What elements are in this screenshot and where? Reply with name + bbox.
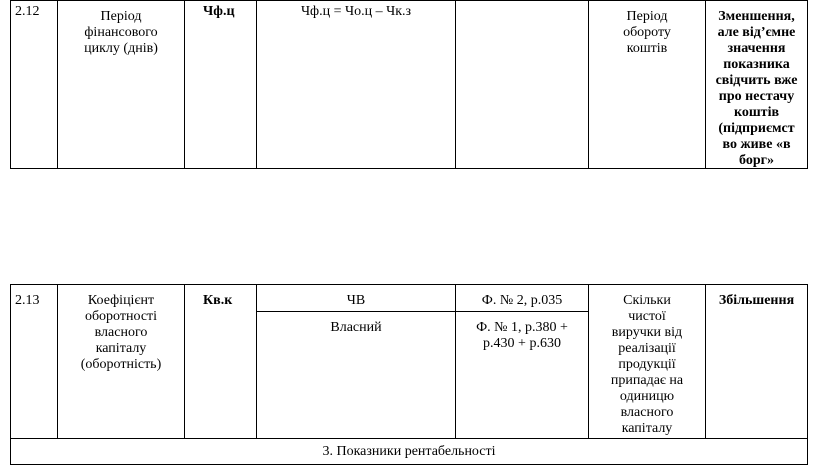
section-header-profitability: 3. Показники рентабельності xyxy=(10,438,808,465)
row-2-13-meaning: Скільки чистої виручки від реалізації продукції припадає на одиницю власного капіталу xyxy=(588,284,706,439)
row-2-13-trend: Збільшення xyxy=(705,284,808,439)
row-2-12-indicator-name: Період фінансового циклу (днів) xyxy=(57,0,185,169)
row-2-13-denominator-label: Власний xyxy=(256,311,456,439)
row-2-13-denominator-source: Ф. № 1, р.380 + р.430 + р.630 xyxy=(455,311,589,439)
row-2-12-meaning: Період обороту коштів xyxy=(588,0,706,169)
row-2-13-symbol: Кв.к xyxy=(184,284,257,439)
row-2-13-numerator-source: Ф. № 2, р.035 xyxy=(455,284,589,312)
row-2-12-trend: Зменшення, але від’ємне значення показника свідчить вже про нестачу коштів (підприємст во живе «в борг» xyxy=(705,0,808,169)
row-2-12-number: 2.12 xyxy=(10,0,58,169)
row-2-13-number: 2.13 xyxy=(10,284,58,439)
row-2-12-symbol: Чф.ц xyxy=(184,0,257,169)
row-2-13-numerator-label: ЧВ xyxy=(256,284,456,312)
row-2-12-source xyxy=(455,0,589,169)
row-2-12-formula: Чф.ц = Чо.ц – Чк.з xyxy=(256,0,456,169)
row-2-13-indicator-name: Коефіцієнт оборотності власного капіталу (оборотність) xyxy=(57,284,185,439)
